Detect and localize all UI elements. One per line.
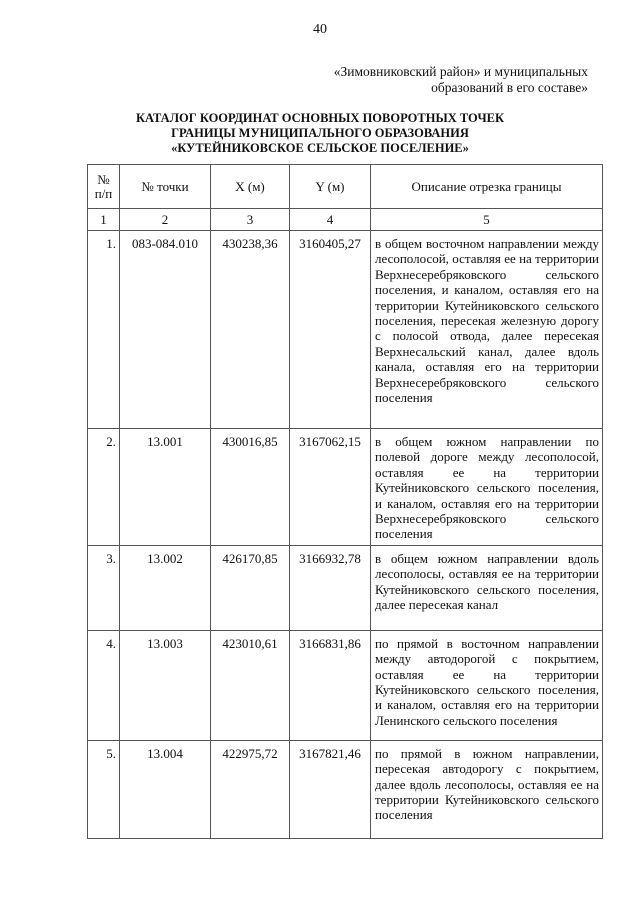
table-row — [88, 545, 603, 630]
point-id: 13.004 — [120, 740, 211, 838]
point-id: 13.002 — [120, 545, 211, 630]
header-point: № точки — [120, 165, 211, 209]
header-note-line-1: «Зимовниковский район» и муниципальных — [333, 64, 588, 79]
catalog-title-line-1: КАТАЛОГ КООРДИНАТ ОСНОВНЫХ ПОВОРОТНЫХ ТОЧЕК — [135, 111, 505, 125]
segment-description: по прямой в южном направлении, пересекая автодорогу с покрытием, далее вдоль лесополосы, оставляя ее на территории Кутейниковского сельского поселения — [371, 740, 603, 838]
x-coordinate: 423010,61 — [211, 630, 290, 740]
row-number: 3. — [88, 545, 120, 630]
x-coordinate: 430238,36 — [211, 231, 290, 429]
segment-description: в общем восточном направлении между лесополосой, оставляя ее на территории Верхнесеребряковского сельского поселения, и каналом, оставляя его на территории Кутейниковского сельского поселения, пересекая железную дорогу с полосой отвода, далее пересекая Верхнесальский канал, далее вдоль канала, оставляя его на территории Верхнесеребряковского сельского поселения — [371, 231, 603, 429]
header-num-line-2: п/п — [94, 185, 113, 201]
y-coordinate: 3166932,78 — [290, 545, 371, 630]
y-coordinate: 3160405,27 — [290, 231, 371, 429]
header-y: Y (м) — [290, 165, 371, 209]
header-num-line-1: № — [97, 171, 110, 187]
segment-description: по прямой в восточном направлении между автодорогой с покрытием, оставляя ее на территории Кутейниковского сельского поселения, и каналом, оставляя его на территории Ленинского сельского поселения — [371, 630, 603, 740]
table-row — [88, 630, 603, 740]
x-coordinate: 426170,85 — [211, 545, 290, 630]
coordinates-table — [87, 164, 603, 839]
header-x: X (м) — [211, 165, 290, 209]
header-note — [334, 64, 588, 96]
table-row — [88, 740, 603, 838]
table-row — [88, 429, 603, 546]
segment-description: в общем южном направлении вдоль лесополосы, оставляя ее на территории Кутейниковского сельского поселения, далее пересекая канал — [371, 545, 603, 630]
row-number: 2. — [88, 429, 120, 546]
x-coordinate: 430016,85 — [211, 429, 290, 546]
table-row — [88, 231, 603, 429]
header-note-line-2: образований в его составе» — [431, 80, 588, 95]
x-coordinate: 422975,72 — [211, 740, 290, 838]
row-number: 5. — [88, 740, 120, 838]
table-header-row — [88, 165, 603, 209]
header-description: Описание отрезка границы — [371, 165, 603, 209]
column-index: 2 — [120, 209, 211, 231]
segment-description: в общем южном направлении по полевой дороге между лесополосой, оставляя ее на территории Кутейниковского сельского поселения, и каналом, оставляя его на территории Верхнесеребряковского сельского поселения — [371, 429, 603, 546]
y-coordinate: 3167062,15 — [290, 429, 371, 546]
catalog-title — [0, 111, 640, 156]
page-number: 40 — [313, 22, 327, 37]
catalog-title-line-3: «КУТЕЙНИКОВСКОЕ СЕЛЬСКОЕ ПОСЕЛЕНИЕ» — [171, 141, 469, 155]
column-index-row — [88, 209, 603, 231]
y-coordinate: 3166831,86 — [290, 630, 371, 740]
catalog-title-line-2: ГРАНИЦЫ МУНИЦИПАЛЬНОГО ОБРАЗОВАНИЯ — [171, 126, 469, 140]
y-coordinate: 3167821,46 — [290, 740, 371, 838]
row-number: 1. — [88, 231, 120, 429]
point-id: 13.003 — [120, 630, 211, 740]
column-index: 1 — [88, 209, 120, 231]
column-index: 4 — [290, 209, 371, 231]
row-number: 4. — [88, 630, 120, 740]
header-num — [88, 165, 120, 209]
column-index: 5 — [371, 209, 603, 231]
column-index: 3 — [211, 209, 290, 231]
point-id: 083-084.010 — [120, 231, 211, 429]
point-id: 13.001 — [120, 429, 211, 546]
